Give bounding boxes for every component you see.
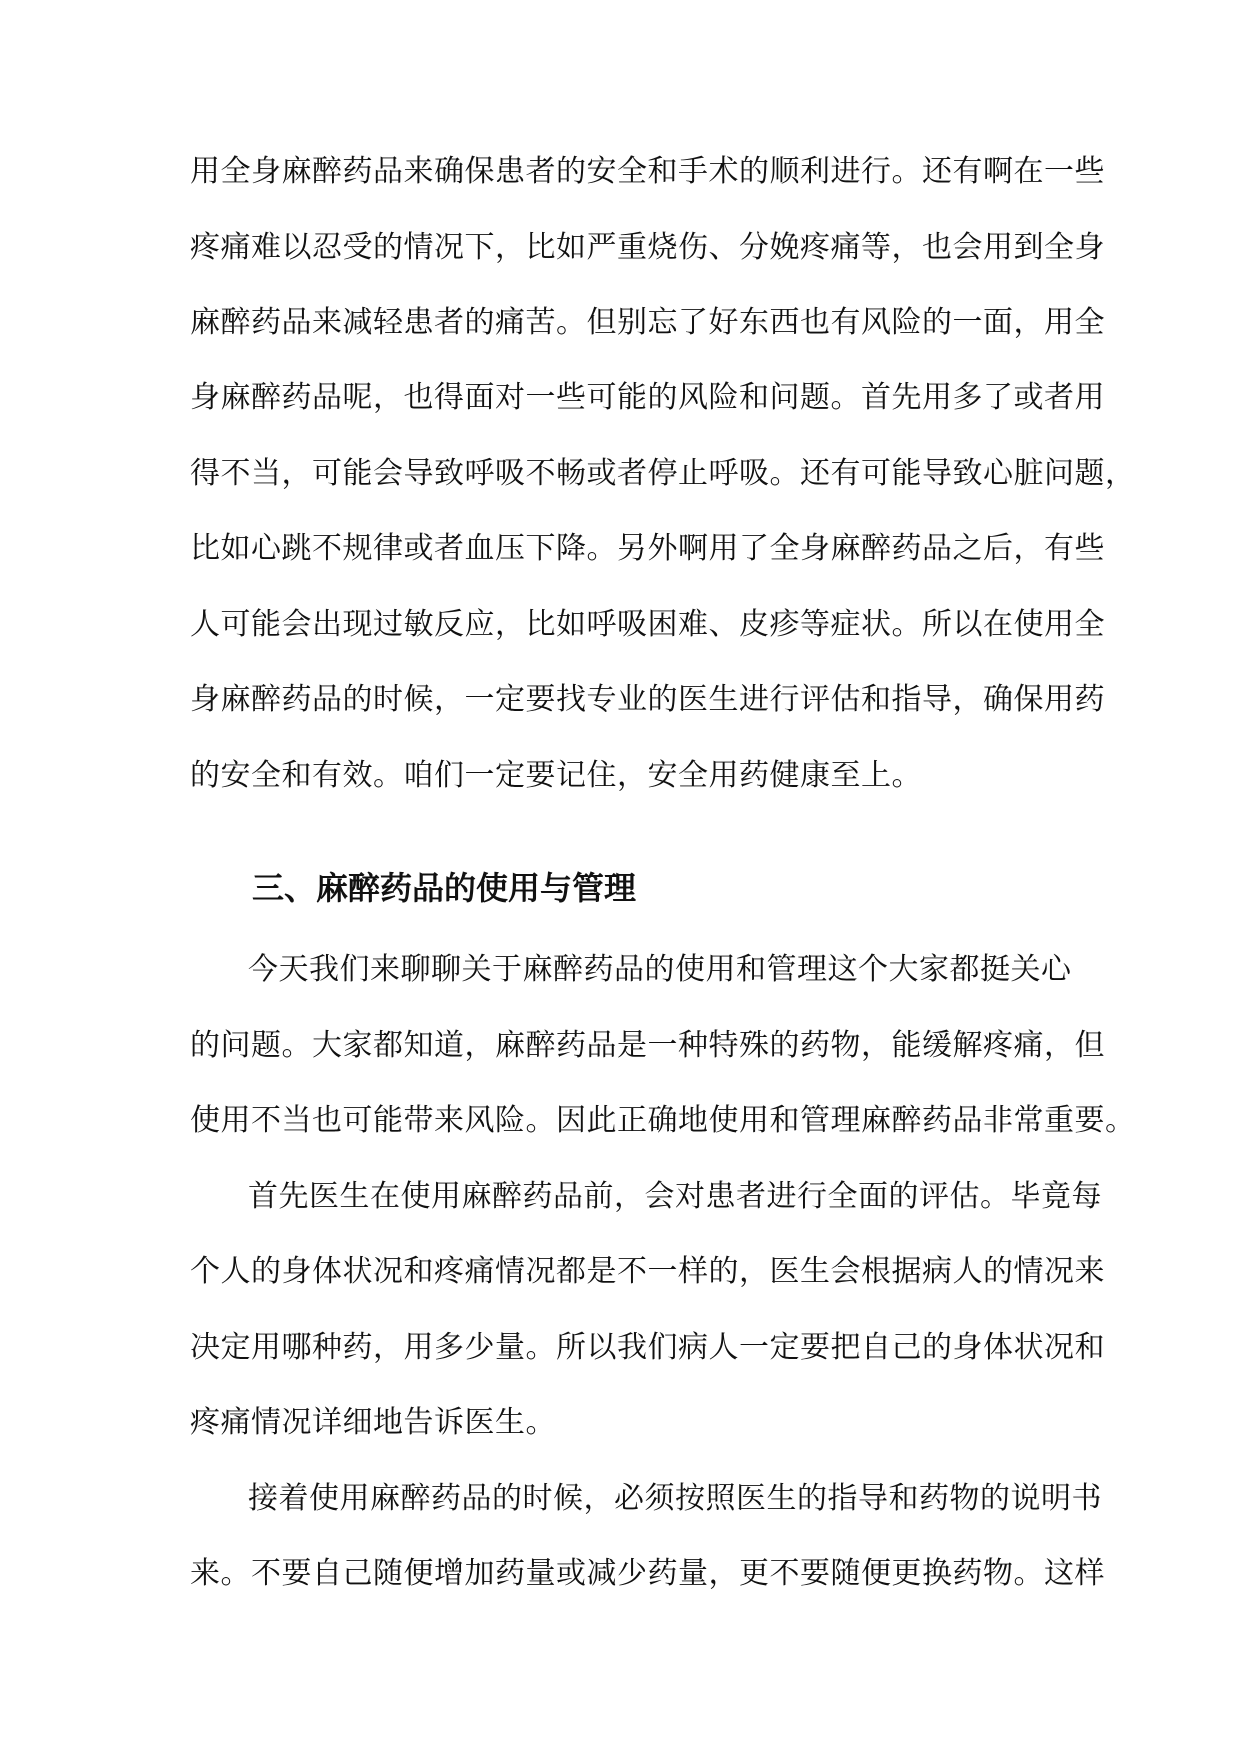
paragraph-line: 决定用哪种药，用多少量。所以我们病人一定要把自己的身体状况和 <box>190 1330 1105 1365</box>
paragraph-line: 人可能会出现过敏反应，比如呼吸困难、皮疹等症状。所以在使用全 <box>190 607 1105 642</box>
paragraph-line: 比如心跳不规律或者血压下降。另外啊用了全身麻醉药品之后，有些 <box>190 531 1105 566</box>
paragraph-line: 身麻醉药品呢，也得面对一些可能的风险和问题。首先用多了或者用 <box>190 380 1105 415</box>
paragraph-line: 使用不当也可能带来风险。因此正确地使用和管理麻醉药品非常重要。 <box>190 1103 1136 1138</box>
paragraph-line: 疼痛难以忍受的情况下，比如严重烧伤、分娩疼痛等，也会用到全身 <box>190 230 1105 265</box>
paragraph-line: 的安全和有效。咱们一定要记住，安全用药健康至上。 <box>190 758 922 793</box>
paragraph-line: 麻醉药品来减轻患者的痛苦。但别忘了好东西也有风险的一面，用全 <box>190 305 1105 340</box>
paragraph-line: 得不当，可能会导致呼吸不畅或者停止呼吸。还有可能导致心脏问题， <box>190 456 1136 491</box>
paragraph-line: 今天我们来聊聊关于麻醉药品的使用和管理这个大家都挺关心 <box>248 952 1072 987</box>
paragraph-line: 首先医生在使用麻醉药品前，会对患者进行全面的评估。毕竟每 <box>248 1179 1102 1214</box>
paragraph-line: 的问题。大家都知道，麻醉药品是一种特殊的药物，能缓解疼痛，但 <box>190 1028 1105 1063</box>
paragraph-line: 来。不要自己随便增加药量或减少药量，更不要随便更换药物。这样 <box>190 1556 1105 1591</box>
paragraph-line: 身麻醉药品的时候，一定要找专业的医生进行评估和指导，确保用药 <box>190 682 1105 717</box>
paragraph-line: 疼痛情况详细地告诉医生。 <box>190 1405 556 1440</box>
paragraph-line: 个人的身体状况和疼痛情况都是不一样的，医生会根据病人的情况来 <box>190 1254 1105 1289</box>
section-heading: 三、麻醉药品的使用与管理 <box>252 869 637 907</box>
paragraph-line: 接着使用麻醉药品的时候，必须按照医生的指导和药物的说明书 <box>248 1481 1102 1516</box>
paragraph-line: 用全身麻醉药品来确保患者的安全和手术的顺利进行。还有啊在一些 <box>190 154 1105 189</box>
